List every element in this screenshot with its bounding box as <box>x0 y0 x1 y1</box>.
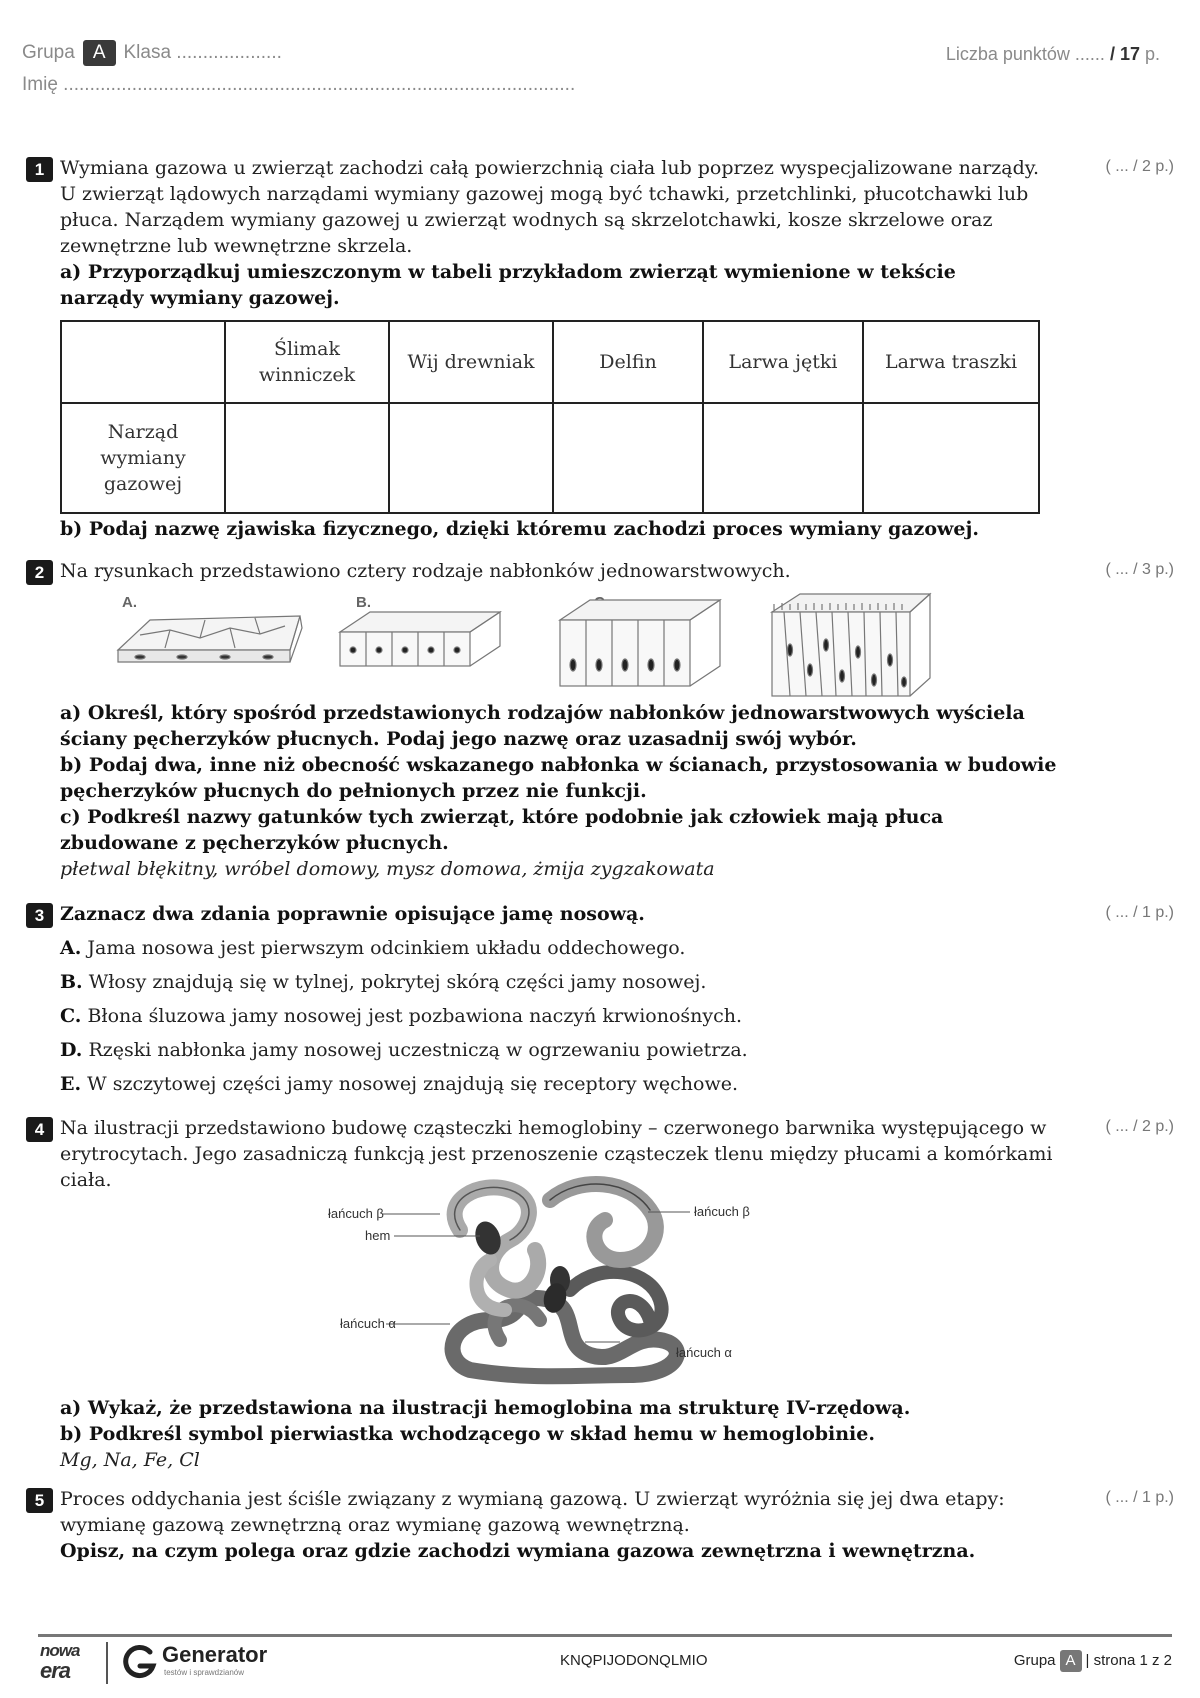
generator-subtitle: testów i sprawdzianów <box>164 1668 245 1677</box>
task-points-3: ( ... / 1 p.) <box>1105 904 1174 921</box>
task2-question-a: a) Określ, który spośród przedstawionych rodzajów nabłonków jednowarstwowych wyściela ściany pęcherzyków płucnych. Podaj jego nazwę oraz uzasadnij swój wybór. <box>60 702 1025 750</box>
option-a[interactable] <box>60 935 685 961</box>
table-header-cell: Wij drewniak <box>389 321 553 403</box>
task3-question: Zaznacz dwa zdania poprawnie opisujące jamę nosową. <box>60 903 645 925</box>
task2-question-c: c) Podkreśl nazwy gatunków tych zwierząt, które podobnie jak człowiek mają płuca zbudowane z pęcherzyków płucnych. <box>60 806 944 854</box>
task-points-2: ( ... / 3 p.) <box>1105 561 1174 578</box>
cuboidal-epithelium-drawing <box>340 612 500 666</box>
task2-intro: Na rysunkach przedstawiono cztery rodzaje nabłonków jednowarstwowych. <box>60 560 791 582</box>
label-alpha-left: łańcuch α <box>340 1316 396 1331</box>
points-label: Liczba punktów ...... <box>945 44 1105 64</box>
answer-cell[interactable] <box>703 403 863 513</box>
logo-separator <box>106 1642 108 1684</box>
answer-cell[interactable] <box>389 403 553 513</box>
points-summary <box>946 44 1160 65</box>
answer-cell[interactable] <box>863 403 1039 513</box>
name-field: Imię ................................................................................................. <box>22 74 576 95</box>
option-text: Błona śluzowa jamy nosowej jest pozbawiona naczyń krwionośnych. <box>87 1005 743 1027</box>
task-points-5: ( ... / 1 p.) <box>1105 1489 1174 1506</box>
points-suffix: p. <box>1144 44 1160 64</box>
task1-intro: Wymiana gazowa u zwierząt zachodzi całą powierzchnią ciała lub poprzez wyspecjalizowane narządy. U zwierząt lądowych narządami wymiany gazowej mogą być tchawki, przetchlinki, płucotchawki lub płuca. Narządem wymiany gazowej u zwierząt wodnych są skrzelotchawki, kosze skrzelowe oraz zewnętrzne lub wewnętrzne skrzela. <box>60 157 1040 257</box>
generator-g-icon <box>120 1642 158 1682</box>
task-points-4: ( ... / 2 p.) <box>1105 1118 1174 1135</box>
answer-cell[interactable] <box>225 403 389 513</box>
hemoglobin-figure <box>330 1170 810 1385</box>
option-letter: A. <box>60 937 82 959</box>
footer-divider <box>38 1634 1172 1637</box>
table-header-cell: Larwa traszki <box>863 321 1039 403</box>
columnar-epithelium-drawing <box>560 600 720 686</box>
label-alpha-right: łańcuch α <box>676 1345 732 1360</box>
label-beta-left: łańcuch β <box>328 1206 384 1221</box>
footer-group-badge: A <box>1060 1650 1082 1672</box>
ciliated-epithelium-drawing <box>772 594 930 696</box>
option-text: Rzęski nabłonka jamy nosowej uczestniczą w ogrzewaniu powietrza. <box>88 1039 748 1061</box>
label-beta-right: łańcuch β <box>694 1204 750 1219</box>
task-number-5: 5 <box>26 1488 53 1513</box>
task4-intro: Na ilustracji przedstawiono budowę cząsteczki hemoglobiny – czerwonego barwnika występującego w erytrocytach. Jego zasadniczą funkcją jest przenoszenie cząsteczek tlenu między płucami a komórkami ciała. <box>60 1117 1053 1191</box>
task5-question: Opisz, na czym polega oraz gdzie zachodzi wymiana gazowa zewnętrzna i wewnętrzna. <box>60 1540 976 1562</box>
nowa-era-logo <box>40 1642 100 1688</box>
squamous-epithelium-drawing <box>118 616 302 662</box>
option-letter: C. <box>60 1005 82 1027</box>
answer-cell[interactable] <box>553 403 703 513</box>
points-total: / 17 <box>1109 44 1140 64</box>
option-d[interactable] <box>60 1037 748 1063</box>
footer-group-label: Grupa <box>1013 1652 1056 1669</box>
option-letter: E. <box>60 1073 82 1095</box>
group-badge: A <box>83 40 116 66</box>
table-row-label: Narząd wymiany gazowej <box>61 403 225 513</box>
table-header-cell: Ślimak winniczek <box>225 321 389 403</box>
task1-question-a: a) Przyporządkuj umieszczonym w tabeli przykładom zwierząt wymienione w tekście narządy wymiany gazowej. <box>60 261 956 309</box>
option-text: Jama nosowa jest pierwszym odcinkiem układu oddechowego. <box>87 937 686 959</box>
task-number-2: 2 <box>26 560 53 585</box>
figure-letter-b: B. <box>356 594 371 611</box>
task1-table <box>60 320 1040 514</box>
footer-page-info <box>1014 1650 1172 1672</box>
generator-title: Generator <box>162 1642 268 1667</box>
table-header-cell: Delfin <box>553 321 703 403</box>
option-text: Włosy znajdują się w tylnej, pokrytej skórą części jamy nosowej. <box>88 971 707 993</box>
header-group <box>22 40 282 66</box>
task4-question-b: b) Podkreśl symbol pierwiastka wchodzącego w skład hemu w hemoglobinie. <box>60 1423 875 1445</box>
task-number-3: 3 <box>26 903 53 928</box>
class-field: Klasa .................... <box>123 42 282 63</box>
task4-question-a: a) Wykaż, że przedstawiona na ilustracji hemoglobina ma strukturę IV-rzędową. <box>60 1397 911 1419</box>
figure-letter-a: A. <box>122 594 137 611</box>
task2-question-b: b) Podaj dwa, inne niż obecność wskazanego nabłonka w ścianach, przystosowania w budowie pęcherzyków płucnych do pełnionych przez nie funkcji. <box>60 754 1057 802</box>
option-text: W szczytowej części jamy nosowej znajdują się receptory węchowe. <box>87 1073 739 1095</box>
table-header-cell: Larwa jętki <box>703 321 863 403</box>
table-header-row <box>61 321 1039 403</box>
logo-bottom: era <box>40 1658 71 1683</box>
task-number-4: 4 <box>26 1117 53 1142</box>
task5-intro: Proces oddychania jest ściśle związany z wymianą gazową. U zwierząt wyróżnia się jej dwa etapy: wymianę gazową zewnętrzną oraz wymianę gazową wewnętrzną. <box>60 1488 1005 1536</box>
table-header-cell <box>61 321 225 403</box>
task-number-1: 1 <box>26 157 53 182</box>
document-code: KNQPIJODONQLMIO <box>560 1652 708 1669</box>
group-label: Grupa <box>22 42 75 63</box>
task4-elements-list[interactable]: Mg, Na, Fe, Cl <box>60 1449 200 1471</box>
option-letter: B. <box>60 971 83 993</box>
table-row <box>61 403 1039 513</box>
page-indicator: | strona 1 z 2 <box>1085 1652 1172 1669</box>
hemoglobin-drawing <box>330 1170 810 1385</box>
label-heme: hem <box>365 1228 391 1243</box>
task-points-1: ( ... / 2 p.) <box>1105 158 1174 175</box>
epithelium-figure <box>110 590 1030 700</box>
option-c[interactable] <box>60 1003 742 1029</box>
option-letter: D. <box>60 1039 83 1061</box>
option-e[interactable] <box>60 1071 738 1097</box>
logo-top: nowa <box>40 1641 80 1660</box>
epithelium-drawings <box>110 590 1030 700</box>
task1-question-b: b) Podaj nazwę zjawiska fizycznego, dzięki któremu zachodzi proces wymiany gazowej. <box>60 518 979 540</box>
option-b[interactable] <box>60 969 706 995</box>
task2-species-list[interactable]: płetwal błękitny, wróbel domowy, mysz domowa, żmija zygzakowata <box>60 858 715 880</box>
